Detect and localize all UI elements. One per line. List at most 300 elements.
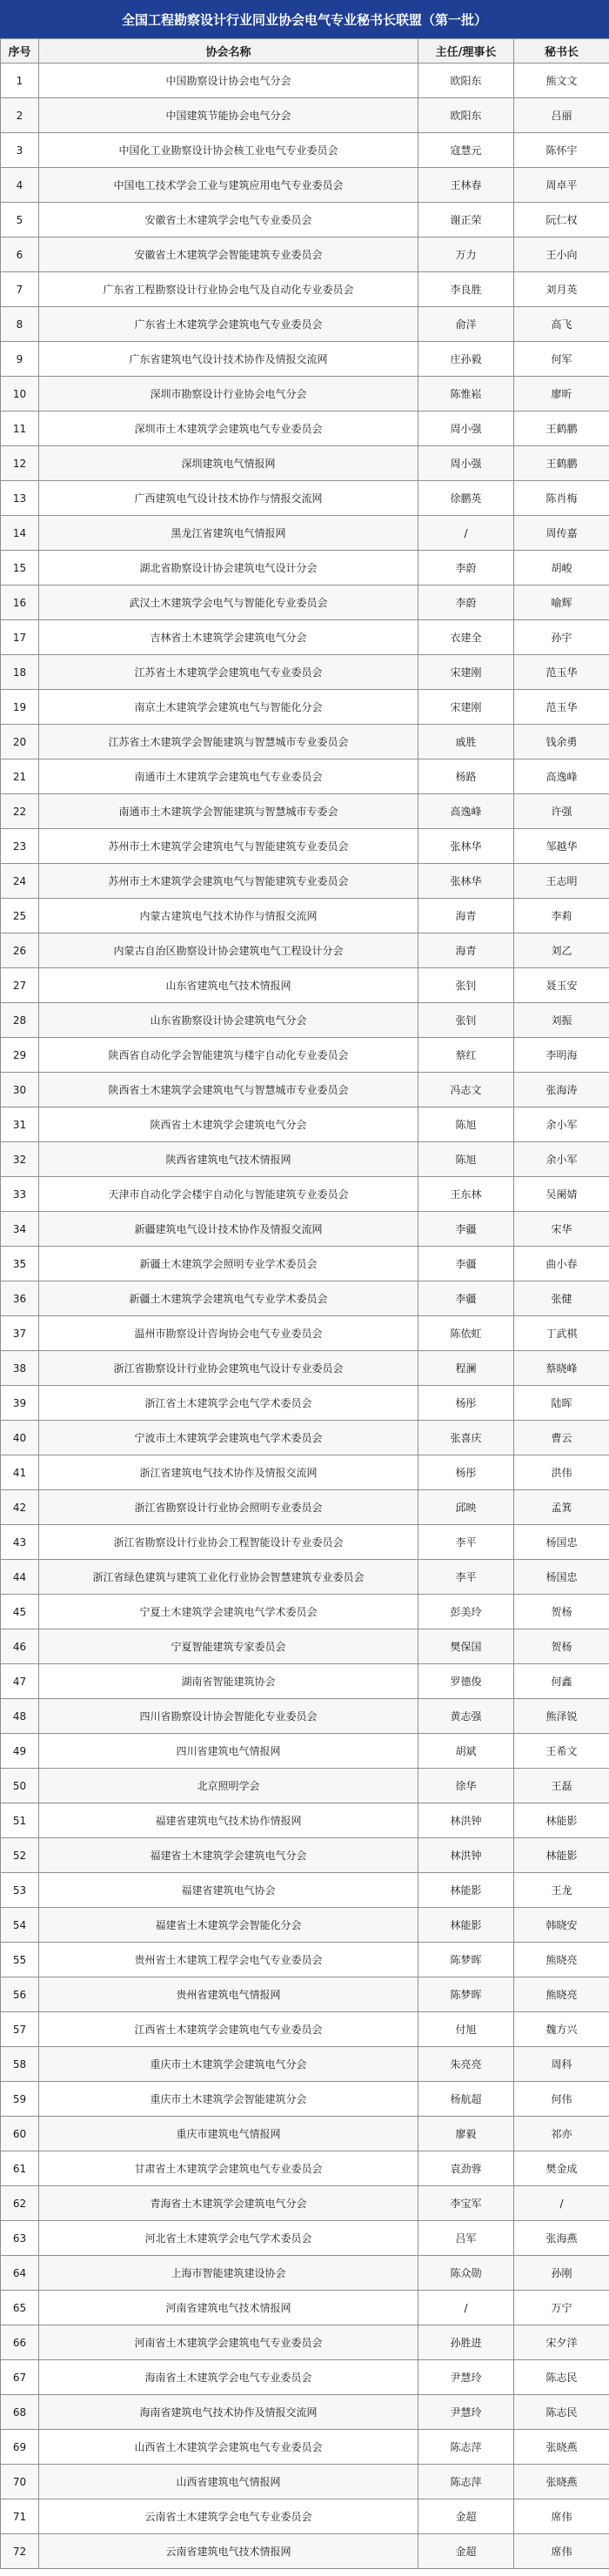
row-number: 20 xyxy=(1,725,39,759)
secretary-general-name: 何军 xyxy=(514,342,609,377)
director-name: 尹慧玲 xyxy=(418,2395,514,2430)
director-name: 高逸峰 xyxy=(418,794,514,829)
association-name: 中国化工业勘察设计协会核工业电气专业委员会 xyxy=(39,133,418,168)
secretary-general-name: 曲小春 xyxy=(514,1247,609,1281)
row-number: 40 xyxy=(1,1421,39,1455)
director-name: 李蔚 xyxy=(418,551,514,585)
director-name: 李良胜 xyxy=(418,272,514,307)
secretary-general-name: 杨国忠 xyxy=(514,1560,609,1595)
director-name: 金超 xyxy=(418,2499,514,2534)
table-row xyxy=(1,2499,609,2534)
table-row xyxy=(1,1734,609,1769)
director-name: 李疆 xyxy=(418,1281,514,1316)
row-number: 71 xyxy=(1,2499,39,2534)
association-name: 浙江省建筑电气技术协作及情报交流网 xyxy=(39,1455,418,1490)
secretary-general-name: 何鑫 xyxy=(514,1664,609,1699)
table-row xyxy=(1,411,609,446)
association-name: 广东省建筑电气设计技术协作及情报交流网 xyxy=(39,342,418,377)
secretary-general-name: 聂玉安 xyxy=(514,968,609,1003)
association-name: 南通市土木建筑学会建筑电气专业委员会 xyxy=(39,759,418,794)
secretary-general-name: 祁亦 xyxy=(514,2117,609,2151)
row-number: 69 xyxy=(1,2430,39,2465)
table-row xyxy=(1,1525,609,1560)
director-name: 宋建刚 xyxy=(418,655,514,690)
table-row xyxy=(1,2151,609,2186)
row-number: 63 xyxy=(1,2221,39,2256)
row-number: 15 xyxy=(1,551,39,585)
director-name: 王林春 xyxy=(418,168,514,203)
director-name: 樊保国 xyxy=(418,1629,514,1664)
row-number: 27 xyxy=(1,968,39,1003)
row-number: 47 xyxy=(1,1664,39,1699)
header-director: 主任/理事长 xyxy=(418,39,514,64)
table-row xyxy=(1,1699,609,1734)
header-number: 序号 xyxy=(1,39,39,64)
secretary-general-name: 高飞 xyxy=(514,307,609,342)
row-number: 70 xyxy=(1,2465,39,2499)
table-row xyxy=(1,1629,609,1664)
row-number: 12 xyxy=(1,446,39,481)
row-number: 7 xyxy=(1,272,39,307)
director-name: 冯志文 xyxy=(418,1073,514,1107)
table-row xyxy=(1,1316,609,1351)
director-name: 邱映 xyxy=(418,1490,514,1525)
secretary-general-name: 樊金成 xyxy=(514,2151,609,2186)
secretary-general-name: 曹云 xyxy=(514,1421,609,1455)
secretary-general-name: 王希文 xyxy=(514,1734,609,1769)
association-name: 浙江省勘察设计行业协会照明专业委员会 xyxy=(39,1490,418,1525)
association-name: 深圳建筑电气情报网 xyxy=(39,446,418,481)
association-name: 四川省建筑电气情报网 xyxy=(39,1734,418,1769)
table-row xyxy=(1,2395,609,2430)
row-number: 30 xyxy=(1,1073,39,1107)
director-name: 欧阳东 xyxy=(418,64,514,98)
association-name: 内蒙古建筑电气技术协作与情报交流网 xyxy=(39,899,418,933)
director-name: 海青 xyxy=(418,933,514,968)
director-name: 李宝军 xyxy=(418,2186,514,2221)
director-name: 陈惟崧 xyxy=(418,377,514,411)
director-name: 林洪钟 xyxy=(418,1803,514,1838)
association-name: 广西建筑电气设计技术协作与情报交流网 xyxy=(39,481,418,516)
secretary-general-name: 席伟 xyxy=(514,2499,609,2534)
table-row xyxy=(1,1212,609,1247)
association-name: 宁夏智能建筑专家委员会 xyxy=(39,1629,418,1664)
secretary-general-name: 杨国忠 xyxy=(514,1525,609,1560)
table-row xyxy=(1,377,609,411)
association-name: 中国电工技术学会工业与建筑应用电气专业委员会 xyxy=(39,168,418,203)
row-number: 56 xyxy=(1,1977,39,2012)
association-name: 中国勘察设计协会电气分会 xyxy=(39,64,418,98)
secretary-general-name: / xyxy=(514,2186,609,2221)
table-row xyxy=(1,2117,609,2151)
director-name: 徐鹏英 xyxy=(418,481,514,516)
association-name: 浙江省绿色建筑与建筑工业化行业协会智慧建筑专业委员会 xyxy=(39,1560,418,1595)
secretary-general-name: 贺杨 xyxy=(514,1595,609,1629)
table-row xyxy=(1,759,609,794)
table-row xyxy=(1,1873,609,1908)
row-number: 68 xyxy=(1,2395,39,2430)
secretary-general-name: 阮仁权 xyxy=(514,203,609,238)
table-row xyxy=(1,2012,609,2047)
association-name: 广东省土木建筑学会建筑电气专业委员会 xyxy=(39,307,418,342)
table-row xyxy=(1,1769,609,1803)
secretary-general-name: 王小向 xyxy=(514,238,609,272)
director-name: 陈旭 xyxy=(418,1107,514,1142)
table-row xyxy=(1,655,609,690)
association-name: 重庆市土木建筑学会智能建筑分会 xyxy=(39,2082,418,2117)
secretary-general-name: 陈肖梅 xyxy=(514,481,609,516)
director-name: 杨路 xyxy=(418,759,514,794)
row-number: 11 xyxy=(1,411,39,446)
association-name: 苏州市土木建筑学会建筑电气与智能建筑专业委员会 xyxy=(39,864,418,899)
secretary-general-name: 周传嘉 xyxy=(514,516,609,551)
director-name: 李平 xyxy=(418,1525,514,1560)
director-name: 廖毅 xyxy=(418,2117,514,2151)
row-number: 4 xyxy=(1,168,39,203)
secretary-general-name: 邹越华 xyxy=(514,829,609,864)
secretary-general-name: 丁武棋 xyxy=(514,1316,609,1351)
table-row xyxy=(1,1386,609,1421)
director-name: 陈梦晖 xyxy=(418,1943,514,1977)
row-number: 14 xyxy=(1,516,39,551)
secretary-general-name: 廖昕 xyxy=(514,377,609,411)
director-name: 杨彤 xyxy=(418,1455,514,1490)
director-name: 林能影 xyxy=(418,1873,514,1908)
row-number: 34 xyxy=(1,1212,39,1247)
table-row xyxy=(1,1560,609,1595)
table-row xyxy=(1,551,609,585)
director-name: 林能影 xyxy=(418,1908,514,1943)
association-name: 温州市勘察设计咨询协会电气专业委员会 xyxy=(39,1316,418,1351)
director-name: 庄孙毅 xyxy=(418,342,514,377)
association-name: 北京照明学会 xyxy=(39,1769,418,1803)
row-number: 41 xyxy=(1,1455,39,1490)
secretary-general-name: 胡峻 xyxy=(514,551,609,585)
header-association-name: 协会名称 xyxy=(39,39,418,64)
secretary-general-name: 何伟 xyxy=(514,2082,609,2117)
association-name: 云南省土木建筑学会电气专业委员会 xyxy=(39,2499,418,2534)
secretary-general-name: 王龙 xyxy=(514,1873,609,1908)
table-row xyxy=(1,1107,609,1142)
association-name: 中国建筑节能协会电气分会 xyxy=(39,98,418,133)
director-name: 罗德俊 xyxy=(418,1664,514,1699)
row-number: 28 xyxy=(1,1003,39,1038)
association-name: 安徽省土木建筑学会电气专业委员会 xyxy=(39,203,418,238)
table-row xyxy=(1,899,609,933)
secretary-general-name: 席伟 xyxy=(514,2534,609,2569)
director-name: 陈志萍 xyxy=(418,2465,514,2499)
association-name: 云南省建筑电气技术情报网 xyxy=(39,2534,418,2569)
director-name: 程澜 xyxy=(418,1351,514,1386)
director-name: 尹慧玲 xyxy=(418,2360,514,2395)
row-number: 37 xyxy=(1,1316,39,1351)
table-row xyxy=(1,168,609,203)
table-row xyxy=(1,307,609,342)
row-number: 50 xyxy=(1,1769,39,1803)
table-row xyxy=(1,2465,609,2499)
secretary-general-name: 王磊 xyxy=(514,1769,609,1803)
association-name: 重庆市建筑电气情报网 xyxy=(39,2117,418,2151)
director-name: 朱亮亮 xyxy=(418,2047,514,2082)
association-name: 甘肃省土木建筑学会建筑电气专业委员会 xyxy=(39,2151,418,2186)
row-number: 72 xyxy=(1,2534,39,2569)
secretary-general-name: 韩晓安 xyxy=(514,1908,609,1943)
secretary-general-name: 钱余勇 xyxy=(514,725,609,759)
row-number: 43 xyxy=(1,1525,39,1560)
director-name: 袁劲蓉 xyxy=(418,2151,514,2186)
table-row xyxy=(1,1455,609,1490)
association-name: 南京土木建筑学会建筑电气与智能化分会 xyxy=(39,690,418,725)
row-number: 9 xyxy=(1,342,39,377)
association-name: 黑龙江省建筑电气情报网 xyxy=(39,516,418,551)
director-name: 张林华 xyxy=(418,864,514,899)
secretary-general-name: 王志明 xyxy=(514,864,609,899)
table-row xyxy=(1,1351,609,1386)
director-name: 胡斌 xyxy=(418,1734,514,1769)
director-name: 谢正荣 xyxy=(418,203,514,238)
association-name: 陕西省土木建筑学会建筑电气分会 xyxy=(39,1107,418,1142)
row-number: 13 xyxy=(1,481,39,516)
association-name: 南通市土木建筑学会智能建筑与智慧城市专委会 xyxy=(39,794,418,829)
table-row xyxy=(1,829,609,864)
association-name: 重庆市土木建筑学会建筑电气分会 xyxy=(39,2047,418,2082)
table-row xyxy=(1,1281,609,1316)
association-name: 上海市智能建筑建设协会 xyxy=(39,2256,418,2291)
table-row xyxy=(1,1003,609,1038)
secretary-general-name: 喻辉 xyxy=(514,585,609,620)
director-name: 周小强 xyxy=(418,446,514,481)
secretary-general-name: 孙刚 xyxy=(514,2256,609,2291)
association-name: 福建省土木建筑学会建筑电气分会 xyxy=(39,1838,418,1873)
header-row xyxy=(1,39,609,64)
table-row xyxy=(1,1908,609,1943)
director-name: 徐华 xyxy=(418,1769,514,1803)
row-number: 49 xyxy=(1,1734,39,1769)
association-name: 广东省工程勘察设计行业协会电气及自动化专业委员会 xyxy=(39,272,418,307)
table-row xyxy=(1,64,609,98)
association-name: 宁波市土木建筑学会建筑电气学术委员会 xyxy=(39,1421,418,1455)
secretary-general-name: 张海涛 xyxy=(514,1073,609,1107)
director-name: 李疆 xyxy=(418,1212,514,1247)
table-row xyxy=(1,1073,609,1107)
director-name: 海青 xyxy=(418,899,514,933)
row-number: 32 xyxy=(1,1142,39,1177)
secretary-general-name: 范玉华 xyxy=(514,690,609,725)
director-name: 王东林 xyxy=(418,1177,514,1212)
secretary-general-name: 熊文文 xyxy=(514,64,609,98)
row-number: 60 xyxy=(1,2117,39,2151)
secretary-general-name: 林能影 xyxy=(514,1838,609,1873)
director-name: 付旭 xyxy=(418,2012,514,2047)
row-number: 62 xyxy=(1,2186,39,2221)
header-secretary-general: 秘书长 xyxy=(514,39,609,64)
association-name: 江苏省土木建筑学会智能建筑与智慧城市专业委员会 xyxy=(39,725,418,759)
table-row xyxy=(1,1038,609,1073)
association-name: 深圳市土木建筑学会建筑电气专业委员会 xyxy=(39,411,418,446)
secretary-general-name: 刘振 xyxy=(514,1003,609,1038)
row-number: 58 xyxy=(1,2047,39,2082)
association-name: 湖南省智能建筑协会 xyxy=(39,1664,418,1699)
table-row xyxy=(1,516,609,551)
row-number: 8 xyxy=(1,307,39,342)
secretary-general-name: 宋夕洋 xyxy=(514,2325,609,2360)
row-number: 64 xyxy=(1,2256,39,2291)
secretary-general-name: 王鹤鹏 xyxy=(514,446,609,481)
secretary-general-name: 贺杨 xyxy=(514,1629,609,1664)
director-name: 李蔚 xyxy=(418,585,514,620)
row-number: 65 xyxy=(1,2291,39,2325)
row-number: 35 xyxy=(1,1247,39,1281)
secretary-general-name: 魏方兴 xyxy=(514,2012,609,2047)
table-row xyxy=(1,690,609,725)
secretary-general-name: 孙宇 xyxy=(514,620,609,655)
association-name: 江苏省土木建筑学会建筑电气专业委员会 xyxy=(39,655,418,690)
table-row xyxy=(1,1595,609,1629)
director-name: 杨航超 xyxy=(418,2082,514,2117)
table-row xyxy=(1,481,609,516)
association-name: 陕西省建筑电气技术情报网 xyxy=(39,1142,418,1177)
table-row xyxy=(1,98,609,133)
row-number: 26 xyxy=(1,933,39,968)
row-number: 29 xyxy=(1,1038,39,1073)
table-row xyxy=(1,272,609,307)
row-number: 39 xyxy=(1,1386,39,1421)
association-name: 天津市自动化学会楼宇自动化与智能建筑专业委员会 xyxy=(39,1177,418,1212)
table-row xyxy=(1,203,609,238)
table-row xyxy=(1,933,609,968)
director-name: 万力 xyxy=(418,238,514,272)
director-name: 黄志强 xyxy=(418,1699,514,1734)
table-row xyxy=(1,1943,609,1977)
association-name: 陕西省自动化学会智能建筑与楼宇自动化专业委员会 xyxy=(39,1038,418,1073)
association-name: 江西省土木建筑学会建筑电气专业委员会 xyxy=(39,2012,418,2047)
secretary-general-name: 陆晖 xyxy=(514,1386,609,1421)
association-name: 吉林省土木建筑学会建筑电气分会 xyxy=(39,620,418,655)
table-row xyxy=(1,1664,609,1699)
table-row xyxy=(1,1490,609,1525)
row-number: 48 xyxy=(1,1699,39,1734)
table-row xyxy=(1,864,609,899)
row-number: 67 xyxy=(1,2360,39,2395)
table-row xyxy=(1,2256,609,2291)
director-name: 林洪钟 xyxy=(418,1838,514,1873)
row-number: 61 xyxy=(1,2151,39,2186)
secretary-general-name: 熊晓亮 xyxy=(514,1943,609,1977)
table-row xyxy=(1,1838,609,1873)
association-name: 河南省建筑电气技术情报网 xyxy=(39,2291,418,2325)
secretary-general-name: 高逸峰 xyxy=(514,759,609,794)
director-name: 彭美玲 xyxy=(418,1595,514,1629)
director-name: 张钊 xyxy=(418,968,514,1003)
table-body xyxy=(1,64,609,2569)
table-row xyxy=(1,2430,609,2465)
director-name: / xyxy=(418,2291,514,2325)
row-number: 38 xyxy=(1,1351,39,1386)
association-name: 青海省土木建筑学会建筑电气分会 xyxy=(39,2186,418,2221)
secretary-general-name: 熊晓亮 xyxy=(514,1977,609,2012)
row-number: 55 xyxy=(1,1943,39,1977)
row-number: 24 xyxy=(1,864,39,899)
secretary-general-name: 周科 xyxy=(514,2047,609,2082)
director-name: / xyxy=(418,516,514,551)
secretary-general-name: 熊泽锐 xyxy=(514,1699,609,1734)
row-number: 33 xyxy=(1,1177,39,1212)
secretary-general-name: 刘乙 xyxy=(514,933,609,968)
table-row xyxy=(1,1803,609,1838)
association-name: 深圳市勘察设计行业协会电气分会 xyxy=(39,377,418,411)
association-name: 湖北省勘察设计协会建筑电气设计分会 xyxy=(39,551,418,585)
association-name: 福建省建筑电气协会 xyxy=(39,1873,418,1908)
director-name: 李疆 xyxy=(418,1247,514,1281)
secretary-general-name: 蔡晓峰 xyxy=(514,1351,609,1386)
director-name: 陈旭 xyxy=(418,1142,514,1177)
secretary-general-name: 陈怀宇 xyxy=(514,133,609,168)
association-name: 浙江省勘察设计行业协会建筑电气设计专业委员会 xyxy=(39,1351,418,1386)
row-number: 18 xyxy=(1,655,39,690)
secretary-general-name: 张海燕 xyxy=(514,2221,609,2256)
secretary-general-name: 吴阑婧 xyxy=(514,1177,609,1212)
association-name: 山东省建筑电气技术情报网 xyxy=(39,968,418,1003)
row-number: 31 xyxy=(1,1107,39,1142)
director-name: 张林华 xyxy=(418,829,514,864)
row-number: 53 xyxy=(1,1873,39,1908)
table-row xyxy=(1,1421,609,1455)
table-row xyxy=(1,133,609,168)
row-number: 36 xyxy=(1,1281,39,1316)
association-name: 贵州省土木建筑工程学会电气专业委员会 xyxy=(39,1943,418,1977)
director-name: 寇慧元 xyxy=(418,133,514,168)
association-name: 内蒙古自治区勘察设计协会建筑电气工程设计分会 xyxy=(39,933,418,968)
row-number: 46 xyxy=(1,1629,39,1664)
secretary-general-name: 李明海 xyxy=(514,1038,609,1073)
director-name: 衣建全 xyxy=(418,620,514,655)
director-name: 陈志萍 xyxy=(418,2430,514,2465)
association-name: 贵州省建筑电气情报网 xyxy=(39,1977,418,2012)
secretary-general-name: 吕丽 xyxy=(514,98,609,133)
secretary-general-name: 范玉华 xyxy=(514,655,609,690)
secretary-general-name: 周卓平 xyxy=(514,168,609,203)
association-name: 武汉土木建筑学会电气与智能化专业委员会 xyxy=(39,585,418,620)
row-number: 2 xyxy=(1,98,39,133)
secretary-general-name: 张晓燕 xyxy=(514,2430,609,2465)
row-number: 52 xyxy=(1,1838,39,1873)
table-row xyxy=(1,2221,609,2256)
table-row xyxy=(1,1177,609,1212)
association-name: 海南省土木建筑学会电气专业委员会 xyxy=(39,2360,418,2395)
association-name: 河北省土木建筑学会电气学术委员会 xyxy=(39,2221,418,2256)
association-name: 浙江省土木建筑学会电气学术委员会 xyxy=(39,1386,418,1421)
secretary-general-name: 陈志民 xyxy=(514,2395,609,2430)
secretary-general-name: 万宁 xyxy=(514,2291,609,2325)
row-number: 57 xyxy=(1,2012,39,2047)
row-number: 51 xyxy=(1,1803,39,1838)
association-name: 安徽省土木建筑学会智能建筑专业委员会 xyxy=(39,238,418,272)
table-row xyxy=(1,585,609,620)
secretary-general-name: 王鹤鹏 xyxy=(514,411,609,446)
director-name: 陈梦晖 xyxy=(418,1977,514,2012)
row-number: 21 xyxy=(1,759,39,794)
row-number: 42 xyxy=(1,1490,39,1525)
director-name: 张钊 xyxy=(418,1003,514,1038)
table-row xyxy=(1,2360,609,2395)
secretary-general-name: 张晓燕 xyxy=(514,2465,609,2499)
row-number: 5 xyxy=(1,203,39,238)
row-number: 19 xyxy=(1,690,39,725)
director-name: 吕军 xyxy=(418,2221,514,2256)
association-name: 新疆土木建筑学会照明专业学术委员会 xyxy=(39,1247,418,1281)
association-name: 海南省建筑电气技术协作及情报交流网 xyxy=(39,2395,418,2430)
table-row xyxy=(1,238,609,272)
